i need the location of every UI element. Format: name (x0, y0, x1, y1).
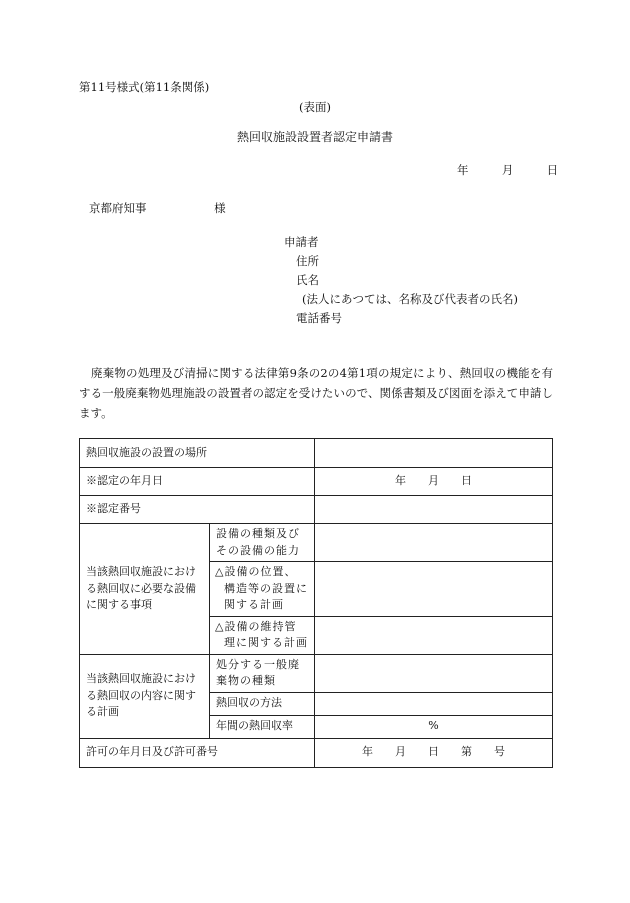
date-day: 日 (546, 163, 559, 177)
applicant-heading: 申請者 (284, 235, 319, 249)
applicant-address-label: 住所 (296, 254, 319, 268)
application-statement: 廃棄物の処理及び清掃に関する法律第9条の2の4第1項の規定により、熱回収の機能を有する一般廃棄物処理施設の設置者の認定を受けたいので、関係書類及び図面を添えて申請します。 (79, 366, 553, 420)
waste-type-label: 処分する一般廃棄物の種類 (210, 654, 315, 692)
permit-day: 日 (428, 745, 439, 759)
cert-date-month: 月 (428, 474, 439, 488)
cert-number-value[interactable] (315, 496, 553, 524)
addressee-name: 京都府知事 (89, 201, 147, 215)
equipment-type-label: 設備の種類及びその設備の能力 (210, 524, 315, 562)
applicant-name-note: (法人にあつては、名称及び代表者の氏名) (302, 292, 518, 306)
applicant-block (284, 235, 518, 330)
permit-label: 許可の年月日及び許可番号 (80, 738, 315, 767)
permit-year: 年 (362, 745, 373, 759)
addressee (89, 201, 226, 217)
equipment-type-value[interactable] (315, 524, 553, 562)
permit-value[interactable] (315, 738, 553, 767)
cert-date-label: ※認定の年月日 (80, 468, 315, 496)
annual-rate-value[interactable] (315, 715, 553, 738)
location-value[interactable] (315, 439, 553, 468)
permit-month: 月 (395, 745, 406, 759)
equipment-group-label: 当該熱回収施設における熱回収に必要な設備に関する事項 (80, 524, 210, 655)
equipment-position-value[interactable] (315, 562, 553, 617)
permit-dai: 第 (461, 745, 472, 759)
addressee-honorific: 様 (214, 201, 226, 215)
percent-sign: % (428, 719, 439, 733)
document-title: 熱回収施設設置者認定申請書 (236, 130, 393, 144)
applicant-phone-label: 電話番号 (296, 311, 342, 325)
date-month: 月 (501, 163, 514, 177)
cert-number-label: ※認定番号 (80, 496, 315, 524)
cert-date-day: 日 (461, 474, 472, 488)
form-number: 第11号様式(第11条関係) (79, 80, 210, 94)
applicant-name-label: 氏名 (296, 273, 319, 287)
content-group-label: 当該熱回収施設における熱回収の内容に関する計画 (80, 654, 210, 738)
method-label: 熱回収の方法 (210, 692, 315, 715)
method-value[interactable] (315, 692, 553, 715)
waste-type-value[interactable] (315, 654, 553, 692)
equipment-maintenance-label: △設備の維持管理に関する計画 (210, 616, 315, 654)
equipment-maintenance-value[interactable] (315, 616, 553, 654)
side-label: (表面) (299, 100, 331, 114)
cert-date-value[interactable] (315, 468, 553, 496)
cert-date-year: 年 (395, 474, 406, 488)
annual-rate-label: 年間の熱回収率 (210, 715, 315, 738)
date-year: 年 (457, 163, 469, 177)
application-form-table (79, 438, 553, 768)
location-label: 熱回収施設の設置の場所 (80, 439, 315, 468)
permit-go: 号 (494, 745, 505, 759)
application-date (457, 163, 558, 179)
equipment-position-label: △設備の位置、構造等の設置に関する計画 (210, 562, 315, 617)
